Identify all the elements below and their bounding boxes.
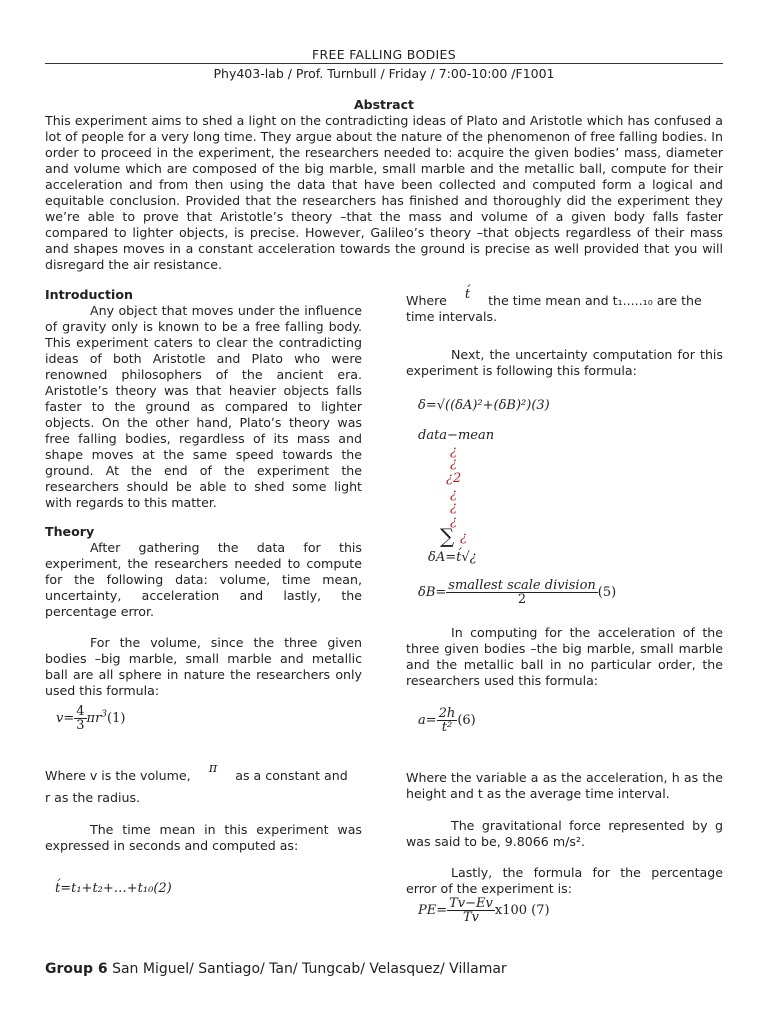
title-rule [45, 63, 723, 64]
introduction-text: Any object that moves under the influence of gravity only is known to be a free falling body. This experiment caters to clear the contradicting ideas of both Aristotle and Plato who were renowned philosophers of the ancient era. Aristotle’s theory was that heavier objects falls faster to the ground as compared to lighter objects. On the other hand, Plato’s theory was free falling bodies, regardless of its mass and shape moves at the same speed towards the ground. At the end of the experiment the researchers should be able to shed some light with regards to this matter. [45, 303, 362, 510]
broken-glyph-5: ¿ [450, 500, 457, 515]
uncertainty-paragraph: Next, the uncertainty computation for this experiment is following this formula: [406, 347, 723, 378]
volume-equation: v= $\frac{4}{3}$ $\pi r^3(1)$ [56, 704, 126, 733]
theory-heading: Theory [45, 524, 95, 539]
broken-glyph-7: ¿ [460, 530, 467, 545]
broken-glyph-4: ¿ [450, 487, 457, 502]
volume-explanation: Where v is the volume, π as a constant and [45, 761, 348, 783]
abstract-heading: Abstract [353, 97, 415, 112]
t-bar-symbol: t́ [464, 287, 471, 302]
group-members: San Miguel/ Santiago/ Tan/ Tungcab/ Velasquez/ Villamar [107, 961, 507, 977]
theory-paragraph-1: After gathering the data for this experiment, the researchers needed to compute for the following data: volume, time mean, uncertainty, acceleration and lastly, the percentage error. [45, 540, 362, 619]
delta-a-equation: δA=t́√¿ [428, 550, 477, 565]
abstract-text: This experiment aims to shed a light on the contradicting ideas of Plato and Aristotle which has confused a lot of people for a very long time. They argue about the nature of the phenomenon of free falling bodies. In order to proceed in the experiment, the researchers needed to: acquire the given bodies’ mass, diameter and volume which are composed of the big marble, small marble and the metallic ball, compute for their acceleration and from then using the data that have been collected and computed form a logical and equitable conclusion. Provided that the researchers has finished and thoroughly did the experiment they we’re able to prove that Aristotle’s theory –that the mass and volume of a given body falls faster compared to lighter objects, is precise. However, Galileo’s theory –that objects regardless of their mass and shapes moves in a constant acceleration towards the ground is precise as well provided that you will disregard the air resistance. [45, 113, 723, 272]
gravity-paragraph: The gravitational force represented by g was said to be, 9.8066 m/s². [406, 818, 723, 849]
uncertainty-equation: δ=√((δA)²+(δB)²)(3) [418, 398, 550, 413]
acceleration-paragraph: In computing for the acceleration of the three given bodies –the big marble, small marble and the metallic ball in no particular order, the researchers used this formula: [406, 625, 723, 688]
broken-glyph-3: ¿2 [446, 471, 462, 486]
percentage-error-equation: PE= $\frac{Tv-Ev}{Tv}$ x100 (7) [418, 896, 550, 925]
group-label: Group 6 [45, 961, 108, 977]
acceleration-equation: a= $\frac{2h}{\text{t²}}$ (6) [418, 706, 476, 735]
theory-paragraph-4: The time mean in this experiment was expressed in seconds and computed as: [45, 822, 362, 853]
group-footer [45, 961, 507, 977]
volume-explanation-cont: r as the radius. [45, 790, 141, 805]
broken-glyph-1: ¿ [450, 444, 457, 459]
pi-symbol: π [208, 761, 218, 776]
introduction-heading: Introduction [45, 287, 133, 302]
delta-b-equation: δB= $\frac{\text{smallest scale division}}{2}$ (5) [418, 578, 617, 607]
time-mean-equation: t́=t₁+t₂+…+t₁₀(2) [55, 881, 172, 896]
broken-glyph-2: ¿ [450, 456, 457, 471]
percentage-error-paragraph: Lastly, the formula for the percentage error of the experiment is: [406, 865, 723, 896]
time-mean-definition: Where t́ the time mean and t₁.....₁₀ are the time intervals. [406, 287, 702, 324]
paper-title: FREE FALLING BODIES [312, 47, 456, 62]
paper-subtitle: Phy403-lab / Prof. Turnbull / Friday / 7:00-10:00 /F1001 [213, 66, 555, 81]
theory-paragraph-2: For the volume, since the three given bodies –big marble, small marble and metallic ball are all sphere in nature the researchers only used this formula: [45, 635, 362, 698]
delta-a-numerator: data−mean [418, 428, 495, 443]
broken-glyph-6: ¿ [450, 514, 457, 529]
sigma-symbol: ∑ [440, 524, 455, 548]
variable-definition: Where the variable a as the acceleration, h as the height and t as the average time interval. [406, 770, 723, 801]
